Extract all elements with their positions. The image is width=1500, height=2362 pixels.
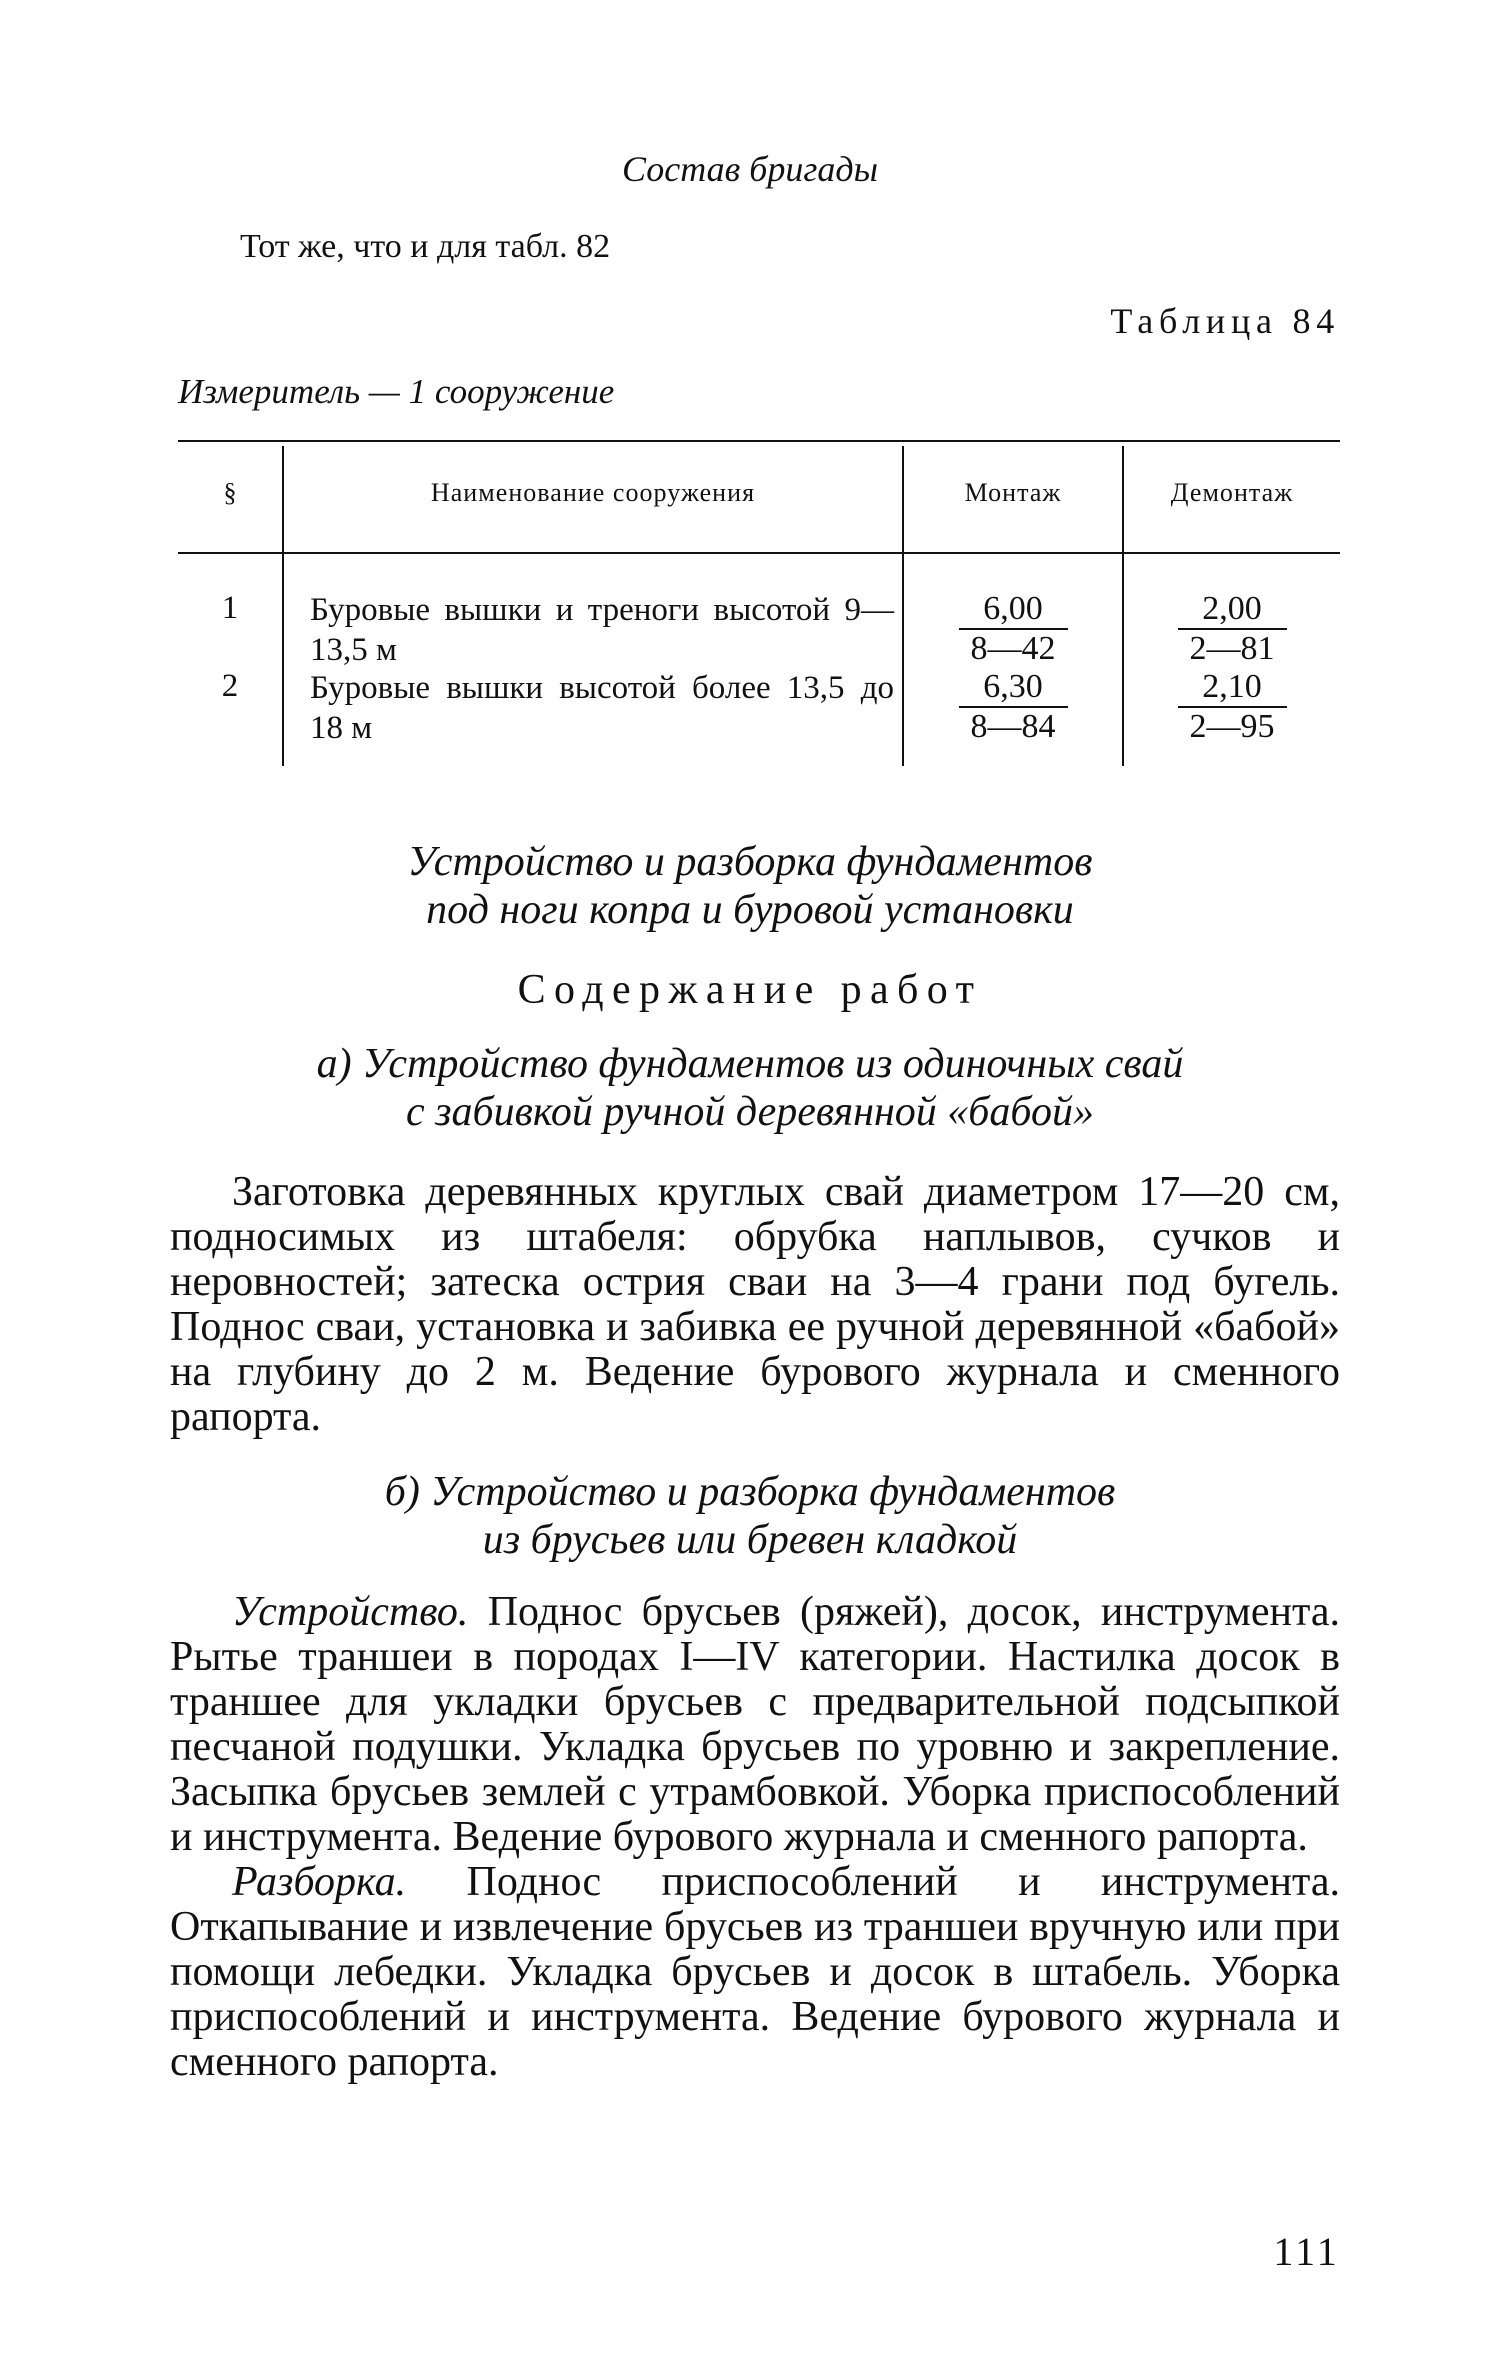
- brigade-heading: Состав бригады: [621, 149, 879, 189]
- table-top-rule: [178, 440, 1340, 442]
- dismount-value: 2,00: [1202, 590, 1262, 627]
- paragraph-a: [170, 1170, 1340, 1440]
- dismount-value: 2,10: [1202, 668, 1262, 705]
- dismount-cost: 2—81: [1178, 628, 1287, 666]
- table-row-num: 1: [221, 590, 239, 626]
- table-row-name: Буровые вышки и треноги высотой 9—13,5 м: [310, 592, 894, 668]
- norms-table: [178, 440, 1340, 770]
- mount-cost: 8—42: [959, 628, 1068, 666]
- paragraph-construction: [170, 1590, 1340, 1860]
- contents-heading: Содержание работ: [517, 967, 983, 1013]
- paragraph-dismantling: [170, 1860, 1340, 2085]
- table-caption: Таблица 84: [1110, 301, 1340, 341]
- subsection-title-line: с забивкой ручной деревянной «бабой»: [406, 1089, 1094, 1135]
- mount-cost: 8—84: [959, 706, 1068, 744]
- header-mount: Монтаж: [964, 478, 1062, 507]
- subsection-b-title: [0, 1468, 1500, 1564]
- page-number: 111: [1273, 2229, 1340, 2274]
- paragraph-lead: Устройство.: [232, 1589, 469, 1635]
- section-title-line: Устройство и разборка фундаментов: [407, 839, 1093, 885]
- paragraph-lead: Разборка.: [232, 1859, 407, 1905]
- mount-value: 6,30: [983, 668, 1043, 705]
- table-row-mount: [904, 590, 1122, 668]
- brigade-text: Тот же, что и для табл. 82: [240, 228, 611, 265]
- subsection-a-title: [0, 1040, 1500, 1136]
- paragraph-text: Поднос брусьев (ряжей), досок, инструмента. Рытье траншеи в породах I—IV категории. Настилка досок в траншее для укладки брусьев с предварительной подсыпкой песчаной подушки. Укладка брусьев по уровню и закрепление. Засыпка брусьев землей с утрамбовкой. Уборка приспособлений и инструмента. Ведение бурового журнала и сменного рапорта.: [170, 1589, 1340, 1860]
- subsection-title-line: б) Устройство и разборка фундаментов: [384, 1469, 1116, 1515]
- subsection-title-line: из брусьев или бревен кладкой: [482, 1517, 1018, 1563]
- mount-value: 6,00: [983, 590, 1043, 627]
- table-row-num: 2: [221, 668, 239, 704]
- table-row-mount: [904, 668, 1122, 746]
- paragraph-text: Поднос приспособлений и инструмента. Откапывание и извлечение брусьев из траншеи вручную или при помощи лебедки. Укладка брусьев и досок в штабель. Уборка приспособлений и инструмента. Ведение бурового журнала и сменного рапорта.: [170, 1859, 1340, 2085]
- section-title: [0, 838, 1500, 934]
- table-row-dismount: [1124, 590, 1340, 668]
- header-dismount: Демонтаж: [1170, 478, 1294, 507]
- subsection-title-line: а) Устройство фундаментов из одиночных свай: [316, 1041, 1184, 1087]
- table-row-dismount: [1124, 668, 1340, 746]
- paragraph-b: [170, 1590, 1340, 2085]
- table-header-rule: [178, 552, 1340, 554]
- table-row-name: Буровые вышки высотой более 13,5 до 18 м: [310, 670, 894, 746]
- paragraph-text: Заготовка деревянных круглых свай диаметром 17—20 см, подносимых из штабеля: обрубка наплывов, сучков и неровностей; затеска острия сваи на 3—4 грани под бугель. Поднос сваи, установка и забивка ее ручной деревянной «бабой» на глубину до 2 м. Ведение бурового журнала и сменного рапорта.: [170, 1169, 1340, 1440]
- header-name: Наименование сооружения: [430, 478, 756, 507]
- dismount-cost: 2—95: [1178, 706, 1287, 744]
- measure-unit: Измеритель — 1 сооружение: [178, 372, 615, 411]
- section-title-line: под ноги копра и буровой установки: [426, 887, 1074, 933]
- header-num: §: [223, 478, 237, 507]
